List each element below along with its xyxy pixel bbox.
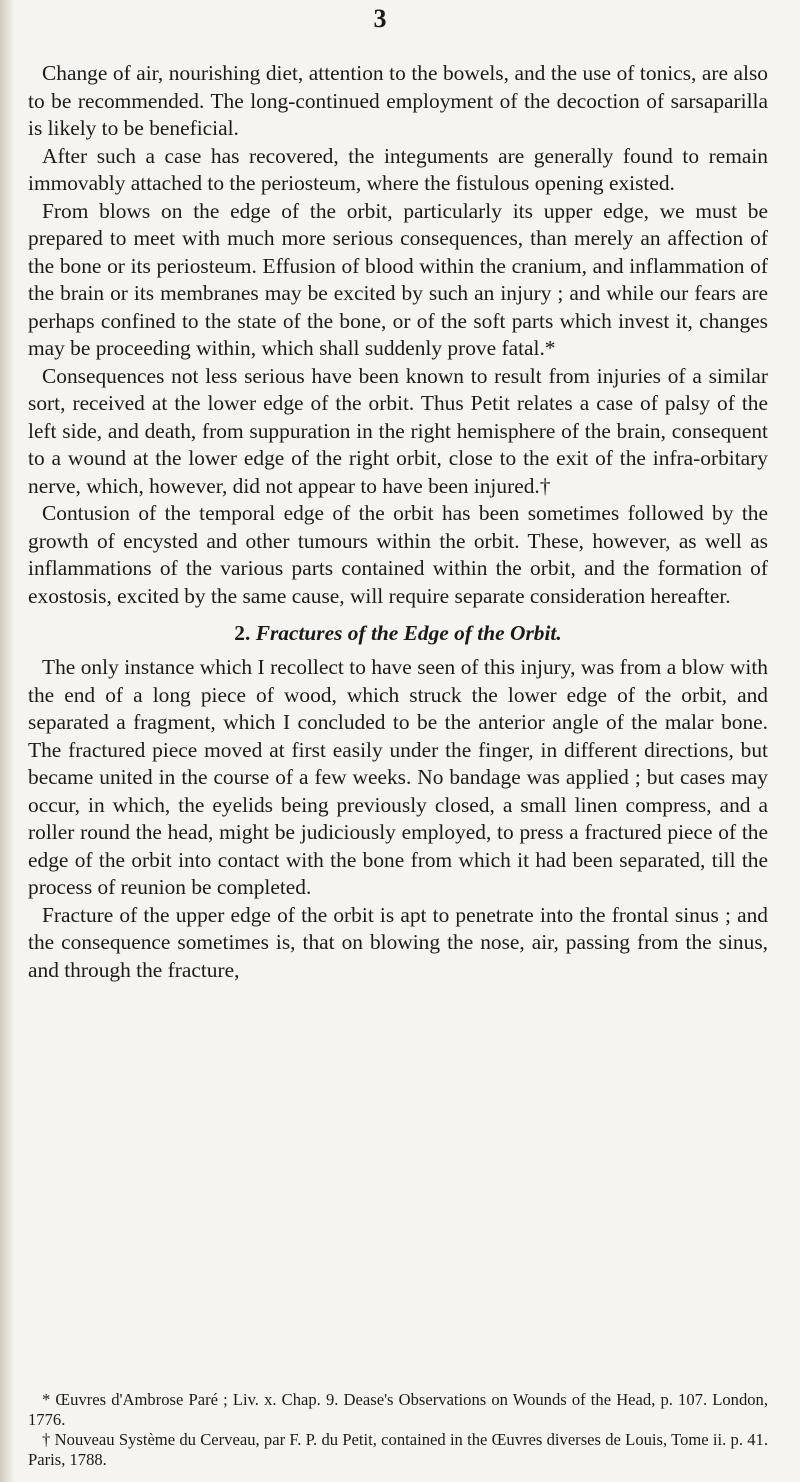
section-number: 2. xyxy=(234,621,251,645)
paragraph-3: From blows on the edge of the orbit, particularly its upper edge, we must be prepared to meet with much more serious consequences, than merely an affection of the bone or its periosteum. Effusion of blood within the cranium, and inflammation of the brain or its membranes may be excited by such an injury ; and while our fears are perhaps confined to the state of the bone, or of the soft parts which invest it, changes may be proceeding within, which shall suddenly prove fatal.* xyxy=(28,198,768,360)
footnote-2: † Nouveau Système du Cerveau, par F. P. du Petit, contained in the Œuvres diverses de Louis, Tome ii. p. 41. Paris, 1788. xyxy=(28,1430,768,1469)
section-heading xyxy=(28,618,768,648)
paragraph-1: Change of air, nourishing diet, attention to the bowels, and the use of tonics, are also to be recommended. The long-continued employment of the decoction of sarsaparilla is likely to be beneficial. xyxy=(28,61,768,140)
paragraph-5: Contusion of the temporal edge of the orbit has been sometimes followed by the growth of encysted and other tumours within the orbit. These, however, as well as inflammations of the various parts contained within the orbit, and the formation of exostosis, excited by the same cause, will require separate consideration hereafter. xyxy=(28,501,768,608)
paragraph-2: After such a case has recovered, the integuments are generally found to remain immovably attached to the periosteum, where the fistulous opening existed. xyxy=(28,143,768,195)
section-title: Fractures of the Edge of the Orbit. xyxy=(255,621,562,645)
section-paragraph-2: Fracture of the upper edge of the orbit is apt to penetrate into the frontal sinus ; and the consequence sometimes is, that on blowing the nose, air, passing from the sinus, and through the fracture, xyxy=(28,902,768,982)
section-paragraph-1: The only instance which I recollect to have seen of this injury, was from a blow with the end of a long piece of wood, which struck the lower edge of the orbit, and separated a fragment, which I concluded to be the anterior angle of the malar bone. The fractured piece moved at first easily under the finger, in different directions, but became united in the course of a few weeks. No bandage was applied ; but cases may occur, in which, the eyelids being previously closed, a small linen compress, and a roller round the head, might be judiciously employed, to press a fractured piece of the edge of the orbit into contact with the bone from which it had been separated, till the process of reunion be completed. xyxy=(28,655,768,899)
page-gutter-shadow xyxy=(0,0,14,1482)
footnote-1: * Œuvres d'Ambrose Paré ; Liv. x. Chap. 9. Dease's Observations on Wounds of the Head, p. 107. London, 1776. xyxy=(28,1390,768,1429)
footnotes xyxy=(28,1390,768,1470)
page-number: 3 xyxy=(373,4,387,33)
paragraph-4: Consequences not less serious have been known to result from injuries of a similar sort, received at the lower edge of the orbit. Thus Petit relates a case of palsy of the left side, and death, from suppuration in the right hemisphere of the brain, consequent to a wound at the lower edge of the right orbit, close to the exit of the infra-orbitary nerve, which, however, did not appear to have been injured.† xyxy=(28,363,768,498)
body-text xyxy=(28,60,768,984)
